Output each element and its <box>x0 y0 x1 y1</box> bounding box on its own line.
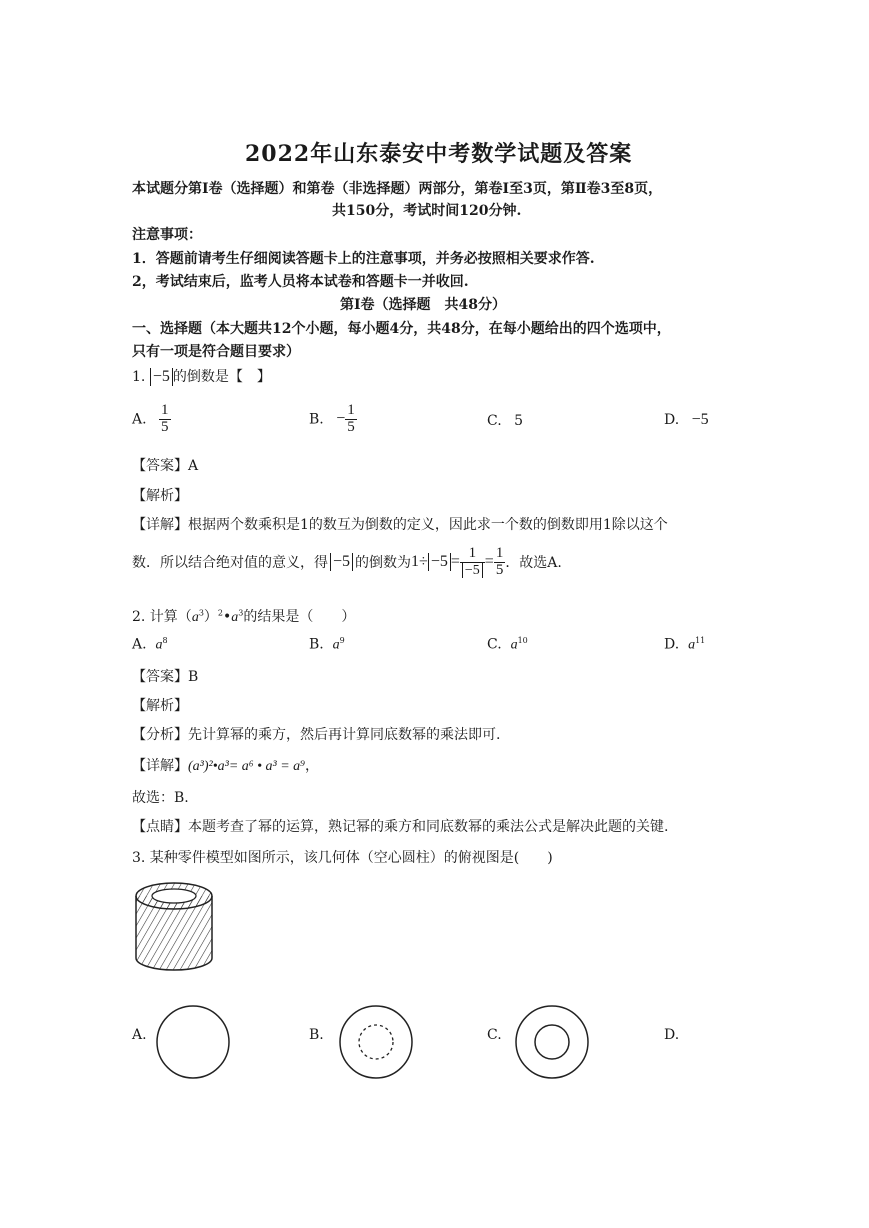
question-2-stem: 2. 计算$(a^3)^2•a^3$的结果是（ ） <box>132 608 356 625</box>
question-2-option-d: D. $a^{11}$ <box>664 636 706 653</box>
question-1-option-a <box>132 403 171 436</box>
intro-line-1: 本试题分第Ⅰ卷（选择题）和第卷（非选择题）两部分，第卷Ⅰ至3页，第Ⅱ卷3至8页， <box>132 181 663 197</box>
abs-value: −5 <box>330 553 353 571</box>
question-1-detail-2: 数．所以结合绝对值的意义，得 −5 的倒数为 1÷ −5 = $\frac{1}{-5}$ = $\frac{1}{5}$ ．故选A. <box>132 545 562 578</box>
question-3-option-b-label: B. <box>309 1027 324 1043</box>
question-2-fenxi: 【分析】先计算幂的乘方，然后再计算同底数幂的乘法即可. <box>132 727 501 743</box>
abs-value: −5 <box>428 553 451 571</box>
question-3-option-d-label: D. <box>664 1027 680 1043</box>
question-2-option-c: C. $a^{10}$ <box>487 636 528 653</box>
hollow-cylinder-figure <box>130 876 220 976</box>
detail-fraction-2: $\frac{1}{5}$ <box>495 545 504 578</box>
option-c-solid-ring-icon <box>513 1003 591 1081</box>
question-3-stem: 3. 某种零件模型如图所示，该几何体（空心圆柱）的俯视图是( ) <box>132 850 553 866</box>
question-2-answer: 【答案】B <box>132 669 199 685</box>
detail-fraction-1: $\frac{1}{-5}$ <box>460 546 485 579</box>
question-3-option-c-label: C. <box>487 1027 502 1043</box>
question-2-comment: 【点睛】本题考查了幂的运算，熟记幂的乘方和同底数幂的乘法公式是解决此题的关键. <box>132 819 669 835</box>
option-label: B. <box>309 411 324 428</box>
question-1-answer: 【答案】A <box>132 458 199 474</box>
question-2-analysis: 【解析】 <box>132 698 188 714</box>
option-label: C. <box>487 413 502 429</box>
section-instructions-1: 一、选择题（本大题共12个小题，每小题4分，共48分，在每小题给出的四个选项中， <box>132 321 671 337</box>
option-label: D. <box>664 412 680 428</box>
section-title: 第Ⅰ卷（选择题 共48分） <box>340 297 507 313</box>
question-2-choice: 故选：B. <box>132 790 189 806</box>
option-c-value: 5 <box>514 413 524 429</box>
section-instructions-2: 只有一项是符合题目要求） <box>132 344 300 360</box>
question-2-option-b: B. $a^9$ <box>309 636 345 653</box>
option-b-sign: − <box>336 410 346 428</box>
question-1-number: 1. <box>132 369 146 385</box>
question-1-analysis: 【解析】 <box>132 488 188 504</box>
question-1-detail-1: 【详解】根据两个数乘积是1的数互为倒数的定义，因此求一个数的倒数即用1除以这个 <box>132 517 668 533</box>
question-1-stem-tail: 的倒数是【 】 <box>172 369 271 385</box>
notice-item-1: 1．答题前请考生仔细阅读答题卡上的注意事项，并务必按照相关要求作答. <box>132 251 595 267</box>
page-title: 2022年山东泰安中考数学试题及答案 <box>245 141 633 167</box>
option-b-dashed-ring-icon <box>337 1003 415 1081</box>
option-a-fraction: $\frac{1}{5}$ <box>161 402 169 435</box>
question-1-option-c <box>487 413 523 429</box>
notice-item-2: 2，考试结束后，监考人员将本试卷和答题卡一并收回. <box>132 274 469 290</box>
question-1-stem <box>132 366 271 386</box>
question-2-detail: 【详解】(a³)²•a³= a⁶ • a³ = a⁹， <box>132 758 320 774</box>
question-2-option-a: A. $a^8$ <box>132 636 168 653</box>
intro-line-2: 共150分，考试时间120分钟. <box>332 203 522 219</box>
option-a-circle-icon <box>154 1003 232 1081</box>
question-1-option-d <box>664 411 709 429</box>
notice-heading: 注意事项： <box>132 227 202 243</box>
question-1-abs-value: −5 <box>150 368 173 386</box>
question-1-option-b <box>309 403 357 436</box>
question-3-option-a-label: A. <box>132 1027 147 1043</box>
option-b-fraction: $\frac{1}{5}$ <box>347 402 355 435</box>
option-label: A. <box>132 411 147 428</box>
option-d-value: −5 <box>691 411 709 428</box>
